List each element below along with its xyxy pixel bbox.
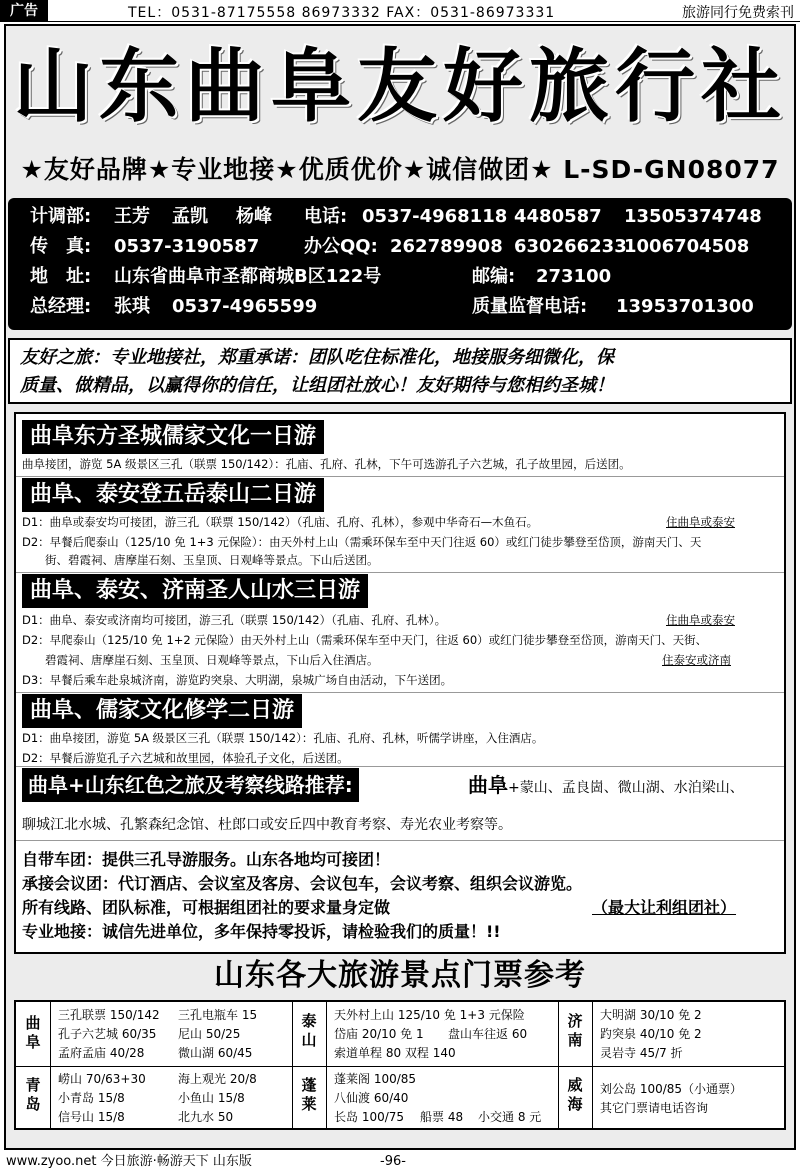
red-tour-destinations-2: 聊城江北水城、孔繁森纪念馆、杜郎口或安丘四中教育考察、寿光农业考察等。 xyxy=(22,817,512,833)
info-label: 办公QQ: xyxy=(304,236,378,257)
divider xyxy=(16,840,784,841)
red-tour-title: 曲阜+山东红色之旅及考察线路推荐: xyxy=(22,768,359,802)
qq-number: 262789908 xyxy=(390,236,503,257)
ticket-price: 索道单程 80 双程 140 xyxy=(334,1046,456,1060)
divider xyxy=(16,572,784,573)
ticket-price: 微山湖 60/45 xyxy=(178,1046,253,1060)
city-label: 青岛 xyxy=(25,1076,41,1113)
red-tour-origin: 曲阜 xyxy=(468,773,508,797)
qq-number: 1006704508 xyxy=(624,236,750,257)
table-divider xyxy=(326,1002,327,1128)
lodging-note: 住曲阜或泰安 xyxy=(666,515,735,529)
ticket-price: 尼山 50/25 xyxy=(178,1027,241,1041)
info-label: 邮编: xyxy=(472,266,516,287)
divider xyxy=(16,692,784,693)
route-detail: D1：曲阜接团，游览 5A 级景区三孔（联票 150/142）：孔庙、孔府、孔林，听儒学讲座，入住酒店。 xyxy=(22,731,544,745)
info-label: 传 真: xyxy=(30,236,92,257)
promise-box xyxy=(8,338,792,404)
route-detail: D1：曲阜、泰安或济南均可接团，游三孔（联票 150/142）（孔庙、孔府、孔林）。 xyxy=(22,613,447,627)
ticket-price: 信号山 15/8 xyxy=(58,1110,125,1124)
page-number: -96- xyxy=(380,1154,406,1169)
address: 山东省曲阜市圣都商城B区122号 xyxy=(114,266,382,287)
ticket-price: 天外村上山 125/10 免 1+3 元保险 xyxy=(334,1008,525,1022)
info-label: 质量监督电话: xyxy=(472,296,588,317)
phone-number: 13953701300 xyxy=(616,296,754,317)
table-divider xyxy=(558,1002,559,1128)
table-divider xyxy=(16,1066,784,1067)
service-text: 所有线路、团队标准，可根据组团社的要求量身定做 xyxy=(22,898,391,917)
ticket-price: 小青岛 15/8 xyxy=(58,1091,125,1105)
route-title: 曲阜、泰安、济南圣人山水三日游 xyxy=(22,574,368,608)
service-note: （最大让利组团社） xyxy=(592,898,737,917)
qq-number: 630266233 xyxy=(514,236,627,257)
route-detail: D1：曲阜或泰安均可接团，游三孔（联票 150/142）（孔庙、孔府、孔林），参观中华奇石—木鱼石。 xyxy=(22,515,539,529)
manager-name: 张琪 xyxy=(114,296,150,317)
ticket-price: 小交通 8 元 xyxy=(478,1110,542,1124)
top-free-note: 旅游同行免费索刊 xyxy=(682,5,794,21)
ticket-price: 其它门票请电话咨询 xyxy=(600,1101,709,1115)
service-line xyxy=(22,896,778,920)
footer xyxy=(0,1152,800,1172)
route-detail: D2：早餐后爬泰山（125/10 免 1+3 元保险）：由天外村上山（需乘环保车至中天门往返 60）或红门徒步攀登至岱顶，游南天门、天 xyxy=(22,535,702,549)
promise-line: 友好之旅：专业地接社，郑重承诺：团队吃住标准化，地接服务细微化，保 xyxy=(20,347,614,368)
phone-number: 4480587 xyxy=(514,206,602,227)
table-divider xyxy=(592,1002,593,1128)
postcode: 273100 xyxy=(536,266,612,287)
service-line: 自带车团：提供三孔导游服务。山东各地均可接团！ xyxy=(22,850,391,869)
ticket-price: 大明湖 30/10 免 2 xyxy=(600,1008,702,1022)
route-detail: D3：早餐后乘车赴泉城济南，游览趵突泉、大明湖，泉城广场自由活动，下午送团。 xyxy=(22,673,453,687)
ticket-price: 崂山 70/63+30 xyxy=(58,1072,146,1086)
ad-tag: 广告 xyxy=(0,0,48,22)
route-title: 曲阜、泰安登五岳泰山二日游 xyxy=(22,478,324,512)
footer-site: www.zyoo.net 今日旅游·畅游天下 山东版 xyxy=(6,1154,252,1169)
route-title: 曲阜东方圣城儒家文化一日游 xyxy=(22,420,324,454)
ticket-price: 三孔联票 150/142 xyxy=(58,1008,160,1022)
ticket-price: 灵岩寺 45/7 折 xyxy=(600,1046,683,1060)
route-detail: 街、碧霞祠、唐摩崖石刻、玉皇顶、日观峰等景点。下山后送团。 xyxy=(22,553,379,567)
ticket-price: 三孔电瓶车 15 xyxy=(178,1008,258,1022)
ticket-table xyxy=(14,1000,786,1130)
ticket-price: 孔子六艺城 60/35 xyxy=(58,1027,157,1041)
staff-name: 王芳 xyxy=(114,206,150,227)
ticket-price: 蓬莱阁 100/85 xyxy=(334,1072,417,1086)
ticket-price: 趵突泉 40/10 免 2 xyxy=(600,1027,702,1041)
info-label: 计调部: xyxy=(30,206,92,227)
contact-info-box xyxy=(8,198,792,330)
phone-number: 13505374748 xyxy=(624,206,762,227)
agency-title: 山东曲阜友好旅行社 xyxy=(13,39,787,133)
route-detail: 曲阜接团，游览 5A 级景区三孔（联票 150/142）：孔庙、孔府、孔林，下午可选游孔子六艺城，孔子故里园，后送团。 xyxy=(22,457,631,471)
divider xyxy=(16,766,784,767)
info-label: 总经理: xyxy=(30,296,92,317)
ticket-price: 船票 48 xyxy=(420,1110,464,1124)
fax-number: 0537-3190587 xyxy=(114,236,260,257)
top-contact: TEL：0531-87175558 86973332 FAX：0531-86973331 xyxy=(128,5,556,21)
ticket-price: 海上观光 20/8 xyxy=(178,1072,257,1086)
slogan: ★友好品牌★专业地接★优质优价★诚信做团★ L-SD-GN08077 xyxy=(20,155,780,184)
top-strip xyxy=(0,0,800,22)
route-detail: D2：早爬泰山（125/10 免 1+2 元保险）由天外村上山（需乘环保车至中天门，往返 60）或红门徒步攀登至岱顶，游南天门、天街、 xyxy=(22,633,708,647)
info-label: 电话: xyxy=(304,206,348,227)
phone-number: 0537-4968118 xyxy=(362,206,508,227)
city-label: 威海 xyxy=(567,1076,583,1113)
service-line: 承接会议团：代订酒店、会议室及客房、会议包车，会议考察、组织会议游览。 xyxy=(22,874,583,893)
ticket-price: 八仙渡 60/40 xyxy=(334,1091,409,1105)
route-title: 曲阜、儒家文化修学二日游 xyxy=(22,694,302,728)
ticket-price: 小鱼山 15/8 xyxy=(178,1091,245,1105)
city-label: 曲阜 xyxy=(25,1014,41,1051)
table-divider xyxy=(50,1002,51,1128)
ticket-price: 刘公岛 100/85（小通票） xyxy=(600,1082,743,1096)
city-label: 蓬莱 xyxy=(301,1076,317,1113)
staff-name: 孟凯 xyxy=(172,206,208,227)
red-tour-destinations xyxy=(468,768,744,805)
promise-line: 质量、做精品，以赢得你的信任，让组团社放心！友好期待与您相约圣城！ xyxy=(20,375,614,396)
ticket-price: 孟府孟庙 40/28 xyxy=(58,1046,145,1060)
lodging-note: 住泰安或济南 xyxy=(662,653,731,667)
route-detail: D2：早餐后游览孔子六艺城和故里园，体验孔子文化，后送团。 xyxy=(22,751,349,765)
ticket-price: 北九水 50 xyxy=(178,1110,234,1124)
phone-number: 0537-4965599 xyxy=(172,296,318,317)
divider xyxy=(16,476,784,477)
routes-box xyxy=(14,412,786,954)
service-line: 专业地接：诚信先进单位，多年保持零投诉，请检验我们的质量！!! xyxy=(22,922,501,941)
staff-name: 杨峰 xyxy=(236,206,272,227)
table-divider xyxy=(292,1002,293,1128)
city-label: 泰山 xyxy=(301,1012,317,1049)
city-label: 济南 xyxy=(567,1012,583,1049)
lodging-note: 住曲阜或泰安 xyxy=(666,613,735,627)
red-tour-list: +蒙山、孟良崮、微山湖、水泊梁山、 xyxy=(508,780,744,796)
ticket-price: 长岛 100/75 xyxy=(334,1110,405,1124)
route-detail: 碧霞祠、唐摩崖石刻、玉皇顶、日观峰等景点，下山后入住酒店。 xyxy=(22,653,379,667)
ticket-price: 盘山车往返 60 xyxy=(448,1027,528,1041)
ticket-price: 岱庙 20/10 免 1 xyxy=(334,1027,424,1041)
ticket-title: 山东各大旅游景点门票参考 xyxy=(214,958,586,993)
info-label: 地 址: xyxy=(30,266,92,287)
